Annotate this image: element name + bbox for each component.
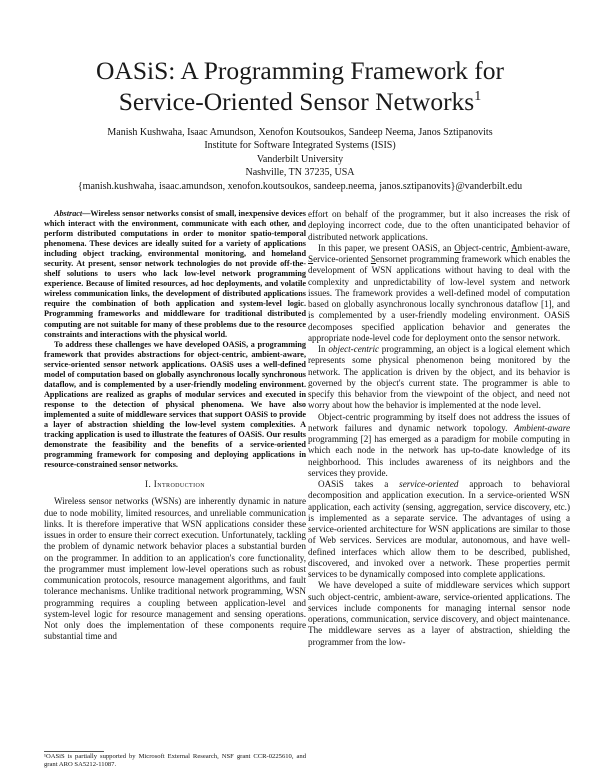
- abstract-lead: Abstract: [54, 209, 83, 218]
- intro-paragraph-3: [308, 344, 570, 412]
- abstract-paragraph-2: To address these challenges we have developed OASiS, a programming framework that provides abstractions for object-centric, ambient-aware, service-oriented sensor network applications. OASiS uses a well-defined model of computation based on globally asynchronous locally synchronous dataflow, and is complemented by a user-friendly modeling environment. Applications are realized as graphs of modular services and executed in response to the detection of physical phenomena. We have also implemented a suite of middleware services that support OASiS to provide a layer of abstraction shielding the low-level system complexities. A tracking application is used to illustrate the features of OASiS. Our results demonstrate the feasibility and the benefits of a service-oriented programming framework for composing and deploying applications in resource-constrained sensor networks.: [44, 339, 306, 470]
- p4-text-b: programming [2] has emerged as a paradigm for mobile computing in which each node in the network has up-to-date knowledge of its neighborhood. This includes awareness of its neighbors and the services they provide.: [308, 434, 570, 478]
- p5-text-b: approach to behavioral decomposition and application execution. In a service-oriented WSN application, each activity (sensing, aggregation, service discovery, etc.) is implemented as a separate service. The advantages of using a service-oriented architecture for WSN applications are similar to those of Web services. Services are modular, autonomous, and have well-defined interfaces which allow them to be described, published, discovered, and invoked over a network. These properties permit services to be dynamically composed into complete applications.: [308, 479, 570, 579]
- footnote: ¹OASiS is partially supported by Microsoft External Research, NSF grant CCR-0225610, and grant ARO SA5212-11087.: [44, 753, 306, 769]
- p5-emphasis: service-oriented: [399, 479, 459, 489]
- p4-emphasis: Ambient-aware: [514, 422, 570, 433]
- acronym-a: A: [510, 242, 518, 253]
- acronym-o-rest: bject-centric,: [460, 242, 511, 253]
- p3-text-a: In: [318, 344, 329, 354]
- p3-emphasis: object-centric: [328, 344, 380, 354]
- abstract: [44, 209, 306, 470]
- acronym-s: S: [308, 254, 314, 264]
- p2-text-a: In this paper, we present OASiS, an: [318, 242, 455, 253]
- intro-paragraph-6: We have developed a suite of middleware services which support such object-centric, ambient-aware, service-oriented applications. The services include components for managing internal sensor node operations, communication, service discovery, and object maintenance. The middleware serves as a layer of abstraction, shielding the programmer from the low-: [308, 580, 570, 647]
- intro-paragraph-5: [308, 479, 570, 580]
- p3-text-b: programming, an object is a logical element which represents some physical phenomenon being monitored by the network. The application is driven by the object, and its behavior is governed by the object's current state. The programmer is able to specify this behavior from the viewpoint of the object, and need not worry about how the behavior is implemented at the node level.: [308, 344, 570, 411]
- author-block: [0, 126, 600, 193]
- intro-paragraph-2: [308, 243, 570, 344]
- intro-paragraph-1-continued: effort on behalf of the programmer, but it also increases the risk of deploying incorrect code, due to the often unanticipated behavior of distributed network applications.: [308, 209, 570, 242]
- intro-paragraph-4: [308, 412, 570, 480]
- title-footnote-mark: 1: [474, 89, 482, 104]
- p2-text-b: framework which enables the development of WSN applications without having to deal with the complexity and unpredictability of low-level system and network issues. The framework provides a well-defined model of computation based on globally asynchronous locally synchronous dataflow [1], and is complemented by a user-friendly modeling environment. OASiS decomposes specified application behavior and generates the appropriate node-level code for deployment onto the sensor network.: [308, 254, 571, 343]
- acronym-is: S: [370, 254, 376, 264]
- acronym-o: O: [454, 242, 461, 253]
- section-heading-introduction: I. Introduction: [145, 479, 205, 490]
- author-university: Vanderbilt University: [256, 153, 344, 165]
- abstract-paragraph-1: [44, 209, 306, 340]
- title-line-2: Service-Oriented Sensor Networks: [118, 87, 475, 116]
- author-names: Manish Kushwaha, Isaac Amundson, Xenofon Koutsoukos, Sandeep Neema, Janos Sztipanovits: [107, 127, 493, 138]
- author-institute: Institute for Software Integrated Systems (ISIS): [204, 140, 396, 152]
- paper-title: [0, 55, 600, 117]
- acronym-a-rest: mbient-aware,: [517, 242, 570, 253]
- title-line-1: OASiS: A Programming Framework for: [96, 56, 504, 85]
- intro-paragraph-1: Wireless sensor networks (WSNs) are inherently dynamic in nature due to node mobility, limited resources, and unreliable communication links. It is therefore imperative that WSN applications consider these issues in order to ensure their correct execution. Unfortunately, tackling the problem of dynamic network behavior places a substantial burden on the programmer. In addition to an application's core functionality, the programmer must implement low-level operations such as robust communication protocols, resource management algorithms, and fault tolerance mechanisms. Unlike traditional network programming, WSN programming requires a coupling between application-level and system-level logic for resource management and sensing operations. Not only does the implementation of these components require substantial time and: [44, 496, 306, 642]
- right-column: [308, 209, 570, 648]
- footnote-rule: [44, 751, 104, 752]
- abstract-text-1: —Wireless sensor networks consist of small, inexpensive devices which interact with the environment, communicate with each other, and perform distributed computations in order to monitor spatio-temporal phenomena. These devices are ideally suited for a variety of applications including object tracking, environmental monitoring, and homeland security. At present, sensor network technologies do not provide off-the-shelf solutions to users who lack low-level network programming experience. Because of limited resources, ad hoc deployments, and volatile wireless communication links, the development of distributed applications require the combination of both application and system-level logic. Programming frameworks and middleware for traditional distributed computing are not suitable for many of these problems due to the resource constraints and interactions with the physical world.: [44, 209, 306, 339]
- left-column: [44, 209, 306, 643]
- acronym-s-rest: ervice-oriented: [313, 254, 371, 264]
- p5-text-a: OASiS takes a: [318, 479, 400, 489]
- acronym-is-rest: ensornet programming: [375, 254, 460, 264]
- author-address: Nashville, TN 37235, USA: [245, 167, 355, 179]
- author-emails: {manish.kushwaha, isaac.amundson, xenofon.koutsoukos, sandeep.neema, janos.sztipanovits}@vanderbilt.edu: [77, 180, 523, 192]
- p4-text-a: Object-centric programming by itself does not address the issues of network failures and dynamic network topology.: [308, 411, 570, 433]
